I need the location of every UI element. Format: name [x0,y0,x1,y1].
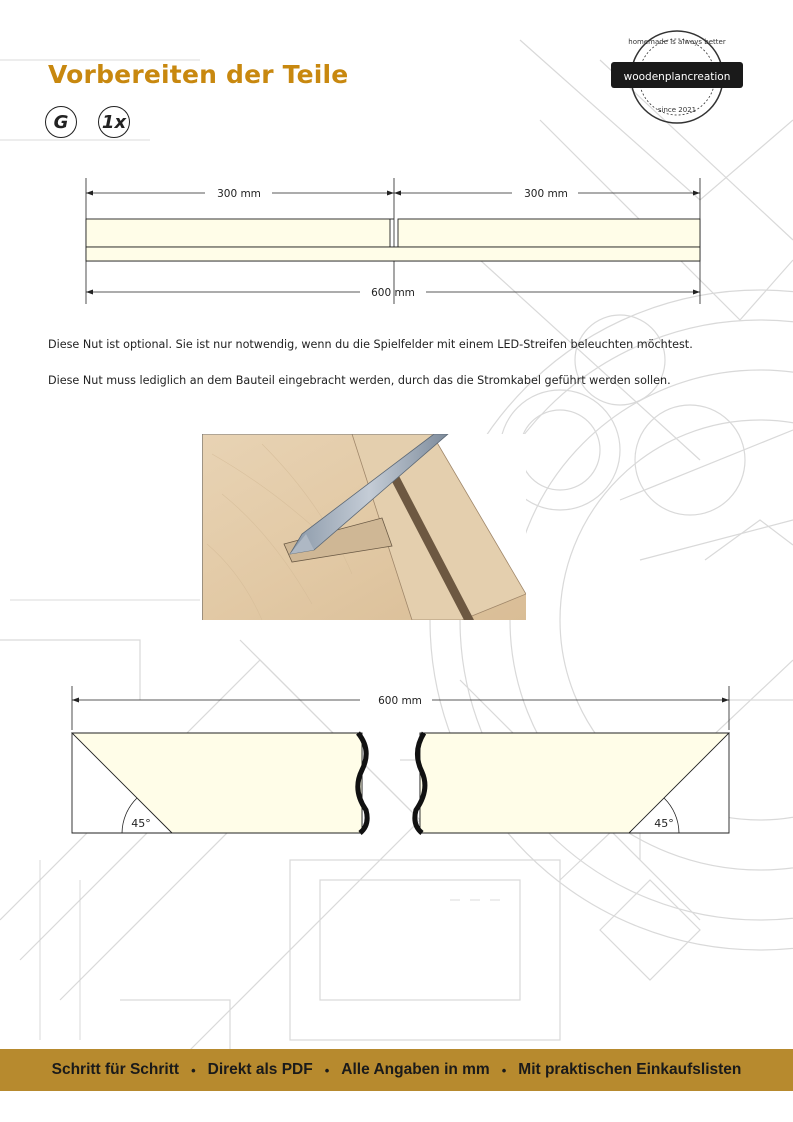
footer-item-units: Alle Angaben in mm [341,1061,490,1078]
brand-logo [607,22,747,132]
angle-left-label: 45° [131,817,151,830]
note-optional-groove: Diese Nut ist optional. Sie ist nur notwendig, wenn du die Spielfelder mit einem LED-Streifen beleuchten möchtest. [48,338,693,351]
logo-since: since 2021 [657,106,697,114]
bottom-dim-total-label: 600 mm [378,695,422,707]
footer-item-shopping-lists: Mit praktischen Einkaufslisten [518,1061,742,1078]
footer-separator: • [191,1062,196,1078]
board-drawing-top [0,170,793,310]
logo-tagline: homemade is always better [628,38,726,46]
quantity-badge: 1x [98,106,130,138]
footer-item-step-by-step: Schritt für Schritt [51,1061,180,1078]
footer-item-pdf: Direkt als PDF [207,1061,313,1078]
footer-separator: • [501,1062,507,1078]
footer-band [0,1049,793,1091]
logo-name: woodenplancreation [623,71,731,83]
footer-separator: • [324,1062,330,1078]
dim-right-label: 300 mm [524,188,568,200]
note-cable-groove: Diese Nut muss lediglich an dem Bauteil eingebracht werden, durch das die Stromkabel geführt werden sollen. [48,374,671,387]
page-title: Vorbereiten der Teile [48,60,349,89]
dim-total-label: 600 mm [371,287,415,299]
angle-right-label: 45° [654,817,674,830]
grade-badge: G [45,106,77,138]
dim-left-label: 300 mm [217,188,261,200]
chisel-groove-image [202,434,526,620]
board-drawing-bottom [0,680,793,845]
